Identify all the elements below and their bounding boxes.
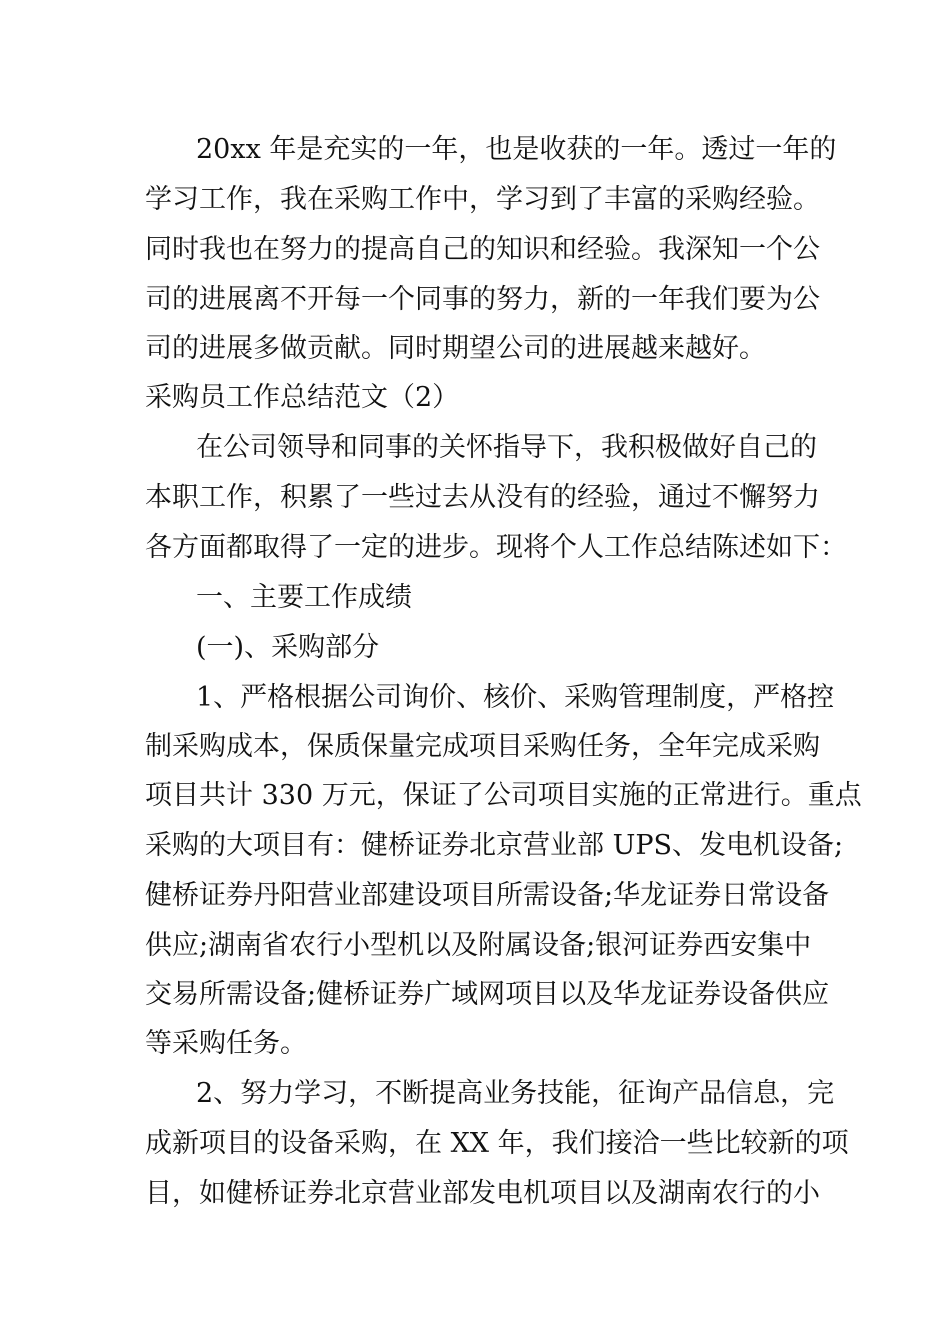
body-text-line: 在公司领导和同事的关怀指导下，我积极做好自己的 — [196, 432, 817, 463]
subheading: 一、主要工作成绩 — [196, 582, 412, 613]
body-text-line: 学习工作，我在采购工作中，学习到了丰富的采购经验。 — [145, 184, 820, 215]
body-text-line: 同时我也在努力的提高自己的知识和经验。我深知一个公 — [145, 234, 820, 265]
body-text-line: 供应;湖南省农行小型机以及附属设备;银河证券西安集中 — [145, 930, 812, 961]
body-text-line: 健桥证券丹阳营业部建设项目所需设备;华龙证券日常设备 — [145, 880, 830, 911]
body-text-line: 采购的大项目有：健桥证券北京营业部 UPS、发电机设备; — [145, 830, 844, 861]
section-heading: 采购员工作总结范文（2） — [145, 382, 460, 413]
body-text-line: 目，如健桥证券北京营业部发电机项目以及湖南农行的小 — [145, 1178, 820, 1209]
body-text-line: 司的进展多做贡献。同时期望公司的进展越来越好。 — [145, 333, 766, 364]
body-text-line: 等采购任务。 — [145, 1028, 307, 1059]
subheading: (一)、采购部分 — [196, 632, 380, 663]
body-text-line: 各方面都取得了一定的进步。现将个人工作总结陈述如下： — [145, 532, 847, 563]
body-text-line: 20xx 年是充实的一年，也是收获的一年。透过一年的 — [196, 134, 837, 165]
body-text-line: 成新项目的设备采购，在 XX 年，我们接洽一些比较新的项 — [145, 1128, 849, 1159]
body-text-line: 本职工作，积累了一些过去从没有的经验，通过不懈努力 — [145, 482, 820, 513]
body-text-line: 2、努力学习，不断提高业务技能，征询产品信息，完 — [196, 1078, 835, 1109]
body-text-line: 1、严格根据公司询价、核价、采购管理制度，严格控 — [196, 682, 835, 713]
body-text-line: 司的进展离不开每一个同事的努力，新的一年我们要为公 — [145, 284, 820, 315]
body-text-line: 制采购成本，保质保量完成项目采购任务，全年完成采购 — [145, 731, 820, 762]
body-text-line: 项目共计 330 万元，保证了公司项目实施的正常进行。重点 — [145, 780, 862, 811]
body-text-line: 交易所需设备;健桥证券广域网项目以及华龙证券设备供应 — [145, 979, 830, 1010]
